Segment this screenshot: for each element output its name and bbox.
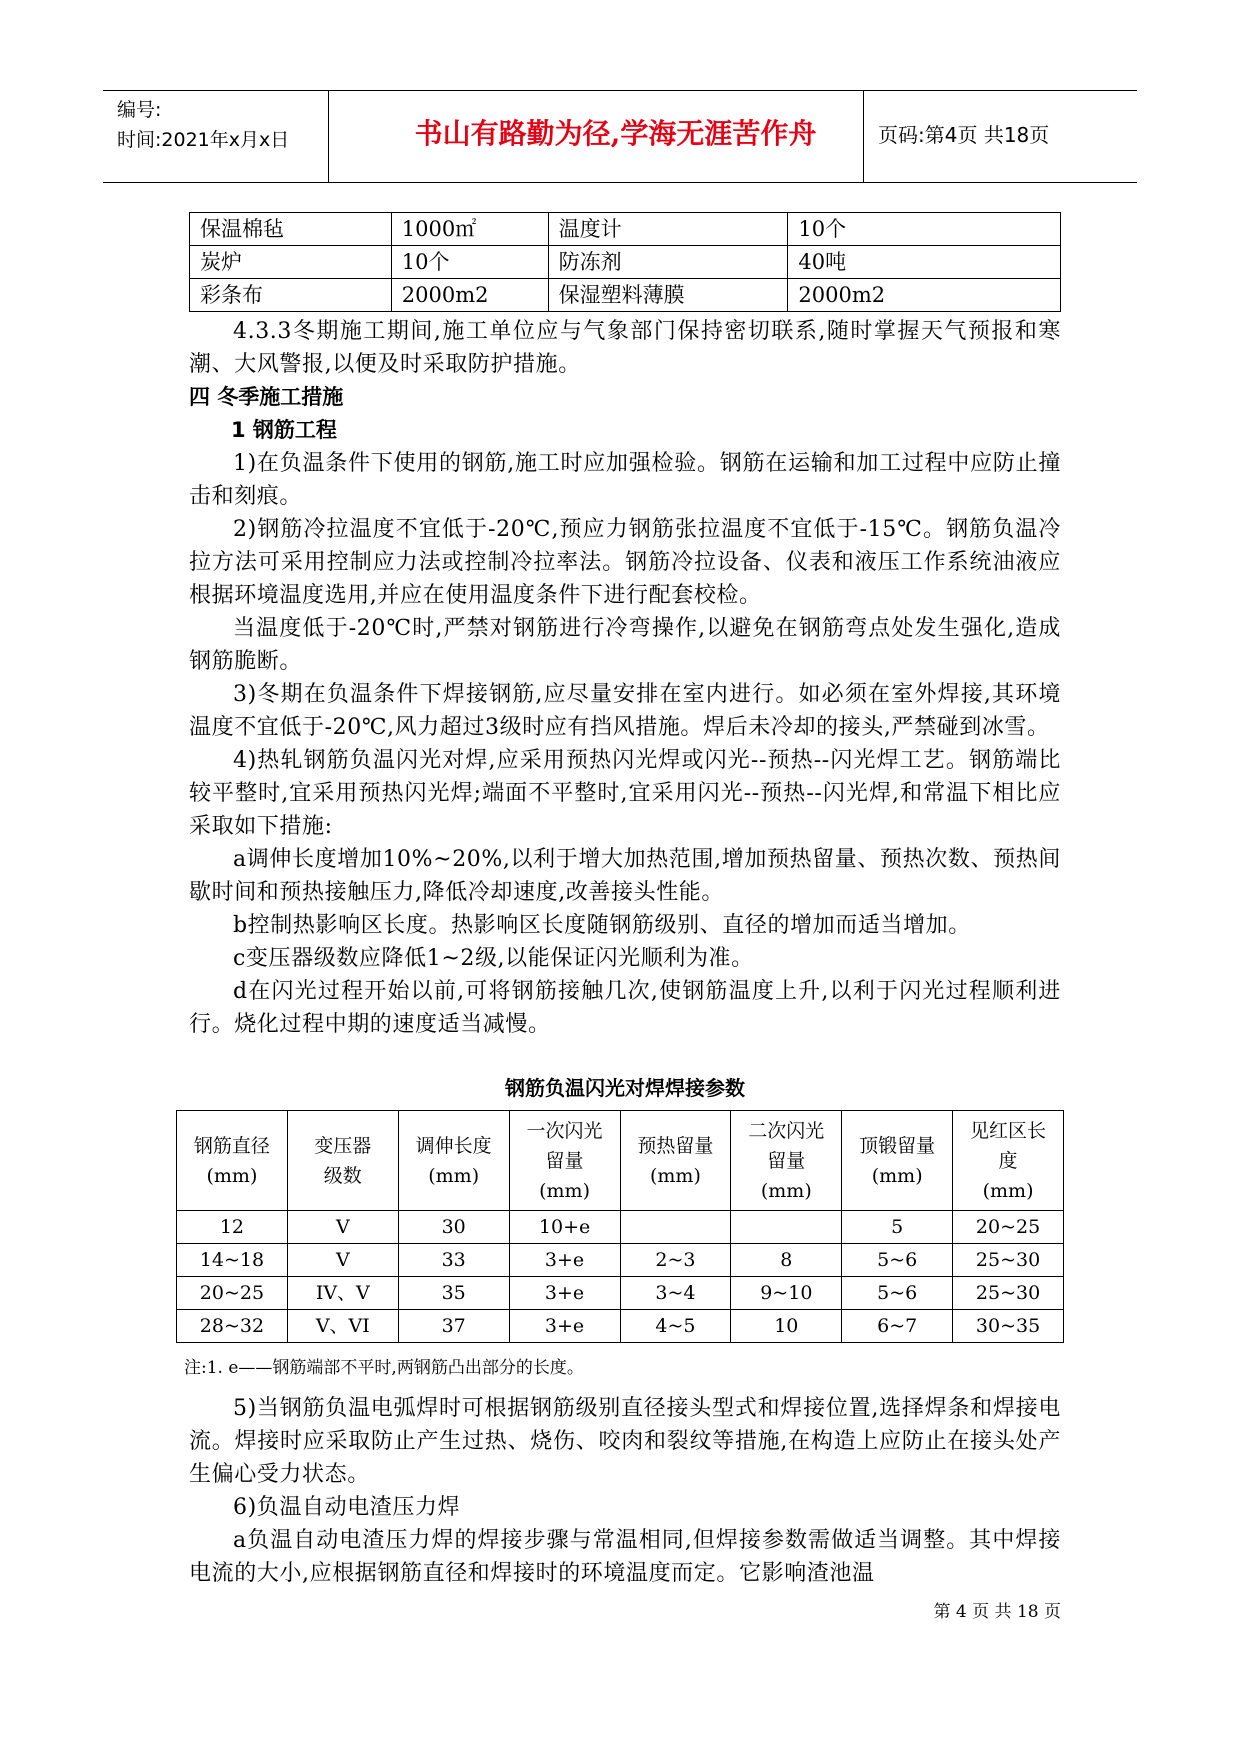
page-header (103, 90, 1137, 183)
weld-cell: 37 (398, 1310, 509, 1343)
materials-cell: 10个 (788, 213, 1061, 246)
weld-cell (620, 1211, 731, 1244)
materials-cell: 保湿塑料薄膜 (548, 279, 788, 312)
weld-row (177, 1244, 1064, 1277)
weld-cell: 5~6 (842, 1277, 953, 1310)
weld-cell: 33 (398, 1244, 509, 1277)
paragraph-4-3-3: 4.3.3冬期施工期间,施工单位应与气象部门保持密切联系,随时掌握天气预报和寒潮、大风警报,以便及时采取防护措施。 (189, 319, 1061, 377)
header-bottom-rule (103, 182, 1137, 183)
weld-cell (731, 1211, 842, 1244)
header-page-label: 页码:第4页 共18页 (878, 123, 1050, 147)
weld-header-line: (mm) (206, 1164, 258, 1187)
weld-cell: V (287, 1211, 398, 1244)
paragraph-item-4d: d在闪光过程开始以前,可将钢筋接触几次,使钢筋温度上升,以利于闪光过程顺利进行。烧化过程中期的速度适当减慢。 (189, 979, 1061, 1037)
weld-header-line: (mm) (428, 1164, 480, 1187)
materials-row (190, 246, 1061, 279)
weld-cell: 3+e (509, 1277, 620, 1310)
weld-header-line: 留量 (545, 1149, 584, 1172)
materials-cell: 2000m2 (391, 279, 548, 312)
weld-header-line: 留量 (767, 1149, 806, 1172)
paragraph-item-2b: 当温度低于-20℃时,严禁对钢筋进行冷弯操作,以避免在钢筋弯点处发生强化,造成钢筋脆断。 (189, 616, 1061, 674)
document-time-label: 时间:2021年x月x日 (117, 129, 290, 151)
header-top-rule (103, 90, 1137, 91)
weld-cell: V、VI (287, 1310, 398, 1343)
weld-cell: 5~6 (842, 1244, 953, 1277)
materials-cell: 彩条布 (190, 279, 392, 312)
weld-cell: 3+e (509, 1244, 620, 1277)
weld-header-line: (mm) (871, 1164, 923, 1187)
weld-header-line: 度 (998, 1149, 1018, 1172)
header-meta (117, 95, 289, 155)
weld-header-line: (mm) (982, 1179, 1034, 1202)
materials-row (190, 279, 1061, 312)
section-heading: 四 冬季施工措施 (189, 385, 344, 409)
weld-table-note: 注:1. e——钢筋端部不平时,两钢筋凸出部分的长度。 (184, 1358, 584, 1378)
weld-header-line: 顶锻留量 (859, 1134, 936, 1157)
header-divider-left (328, 90, 329, 183)
weld-cell: 4~5 (620, 1310, 731, 1343)
weld-cell: 20~25 (177, 1277, 288, 1310)
weld-header-line: 一次闪光 (526, 1119, 603, 1142)
weld-header-line: 调伸长度 (415, 1134, 492, 1157)
materials-cell: 保温棉毡 (190, 213, 392, 246)
weld-header-line: (mm) (650, 1164, 701, 1187)
weld-cell: 5 (842, 1211, 953, 1244)
weld-header-line: 钢筋直径 (193, 1134, 270, 1157)
weld-parameters-table (176, 1110, 1064, 1343)
weld-cell: 35 (398, 1277, 509, 1310)
weld-header-cell (287, 1111, 398, 1211)
paragraph-item-5: 5)当钢筋负温电弧焊时可根据钢筋级别直径接头型式和焊接位置,选择焊条和焊接电流。焊接时应采取防止产生过热、烧伤、咬肉和裂纹等措施,在构造上应防止在接头处产生偏心受力状态。 (189, 1396, 1061, 1487)
weld-header-line: 级数 (323, 1164, 362, 1187)
paragraph-item-4: 4)热轧钢筋负温闪光对焊,应采用预热闪光焊或闪光--预热--闪光焊工艺。钢筋端比较平整时,宜采用预热闪光焊;端面不平整时,宜采用闪光--预热--闪光焊,和常温下相比应采取如下措施: (189, 748, 1061, 839)
paragraph-item-4a: a调伸长度增加10%~20%,以利于增大加热范围,增加预热留量、预热次数、预热间歇时间和预热接触压力,降低冷却速度,改善接头性能。 (189, 847, 1061, 905)
weld-header-cell (177, 1111, 288, 1211)
weld-cell: IV、V (287, 1277, 398, 1310)
weld-table-caption: 钢筋负温闪光对焊焊接参数 (505, 1076, 745, 1100)
weld-header-line: (mm) (760, 1179, 812, 1202)
paragraph-item-1: 1)在负温条件下使用的钢筋,施工时应加强检验。钢筋在运输和加工过程中应防止撞击和刻痕。 (189, 451, 1061, 509)
materials-table (189, 212, 1061, 312)
weld-cell: 30 (398, 1211, 509, 1244)
weld-header-line: 变压器 (314, 1134, 372, 1157)
materials-row (190, 213, 1061, 246)
weld-cell: 25~30 (953, 1244, 1064, 1277)
weld-header-cell (620, 1111, 731, 1211)
weld-header-cell (509, 1111, 620, 1211)
weld-row (177, 1211, 1064, 1244)
weld-cell: 12 (177, 1211, 288, 1244)
weld-cell: 9~10 (731, 1277, 842, 1310)
materials-cell: 10个 (391, 246, 548, 279)
weld-cell: 10 (731, 1310, 842, 1343)
weld-header-line: 预热留量 (637, 1134, 714, 1157)
materials-cell: 炭炉 (190, 246, 392, 279)
paragraph-item-6a: a负温自动电渣压力焊的焊接步骤与常温相同,但焊接参数需做适当调整。其中焊接电流的大小,应根据钢筋直径和焊接时的环境温度而定。它影响渣池温 (189, 1528, 1061, 1586)
header-divider-right (863, 90, 864, 183)
materials-cell: 防冻剂 (548, 246, 788, 279)
subsection-heading: 1 钢筋工程 (231, 418, 337, 442)
weld-cell: 6~7 (842, 1310, 953, 1343)
weld-header-line: 见红区长 (970, 1119, 1047, 1142)
weld-cell: 3~4 (620, 1277, 731, 1310)
paragraph-item-2: 2)钢筋冷拉温度不宜低于-20℃,预应力钢筋张拉温度不宜低于-15℃。钢筋负温冷拉方法可采用控制应力法或控制冷拉率法。钢筋冷拉设备、仪表和液压工作系统油液应根据环境温度选用,并应在使用温度条件下进行配套校检。 (189, 517, 1061, 608)
weld-cell: 30~35 (953, 1310, 1064, 1343)
weld-cell: 10+e (509, 1211, 620, 1244)
weld-cell: 20~25 (953, 1211, 1064, 1244)
weld-header-cell (953, 1111, 1064, 1211)
weld-cell: 14~18 (177, 1244, 288, 1277)
weld-row (177, 1310, 1064, 1343)
weld-cell: V (287, 1244, 398, 1277)
weld-cell: 8 (731, 1244, 842, 1277)
weld-header-line: (mm) (539, 1179, 590, 1202)
header-motto: 书山有路勤为径,学海无涯苦作舟 (414, 117, 817, 150)
document-number-label: 编号: (117, 99, 162, 121)
weld-header-cell (842, 1111, 953, 1211)
weld-cell: 28~32 (177, 1310, 288, 1343)
weld-header-cell (398, 1111, 509, 1211)
paragraph-item-6: 6)负温自动电渣压力焊 (233, 1495, 461, 1520)
document-body-continued (189, 1392, 1061, 1590)
weld-row (177, 1277, 1064, 1310)
materials-cell: 2000m2 (788, 279, 1061, 312)
paragraph-item-4c: c变压器级数应降低1~2级,以能保证闪光顺利为准。 (233, 946, 754, 971)
materials-cell: 40吨 (788, 246, 1061, 279)
page-footer: 第 4 页 共 18 页 (933, 1602, 1061, 1622)
weld-cell: 3+e (509, 1310, 620, 1343)
weld-cell: 25~30 (953, 1277, 1064, 1310)
materials-cell: 1000㎡ (391, 213, 548, 246)
paragraph-item-3: 3)冬期在负温条件下焊接钢筋,应尽量安排在室内进行。如必须在室外焊接,其环境温度不宜低于-20℃,风力超过3级时应有挡风措施。焊后未冷却的接头,严禁碰到冰雪。 (189, 682, 1061, 740)
weld-header-line: 二次闪光 (748, 1119, 825, 1142)
paragraph-item-4b: b控制热影响区长度。热影响区长度随钢筋级别、直径的增加而适当增加。 (233, 913, 971, 938)
materials-cell: 温度计 (548, 213, 788, 246)
weld-cell: 2~3 (620, 1244, 731, 1277)
document-body (189, 315, 1061, 1041)
weld-header-cell (731, 1111, 842, 1211)
